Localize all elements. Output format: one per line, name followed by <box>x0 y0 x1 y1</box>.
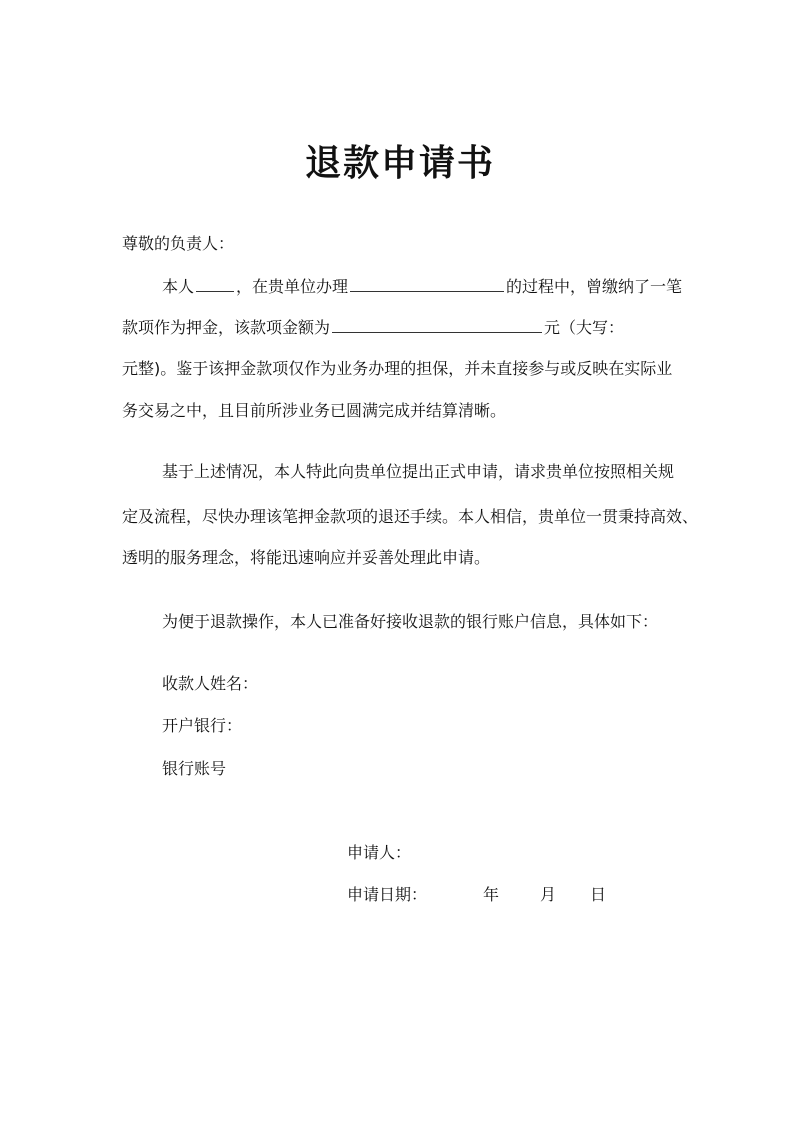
paragraph1-line1 <box>162 275 682 298</box>
paragraph1-line4: 务交易之中，且目前所涉业务已圆满完成并结算清晰。 <box>122 401 507 420</box>
paragraph2-line3: 透明的服务理念，将能迅速响应并妥善处理此申请。 <box>122 548 491 567</box>
p1-text-c: 的过程中，曾缴纳了一笔 <box>506 277 683 296</box>
business-blank <box>350 275 504 292</box>
applicant-label: 申请人： <box>347 843 412 862</box>
p1-text-b: ，在贵单位办理 <box>236 277 349 296</box>
document-title: 退款申请书 <box>304 143 495 184</box>
paragraph1-line3: 元整)。鉴于该押金款项仅作为业务办理的担保，并未直接参与或反映在实际业 <box>122 359 673 378</box>
paragraph3: 为便于退款操作，本人已准备好接收退款的银行账户信息，具体如下： <box>162 612 659 631</box>
application-date-label: 申请日期： <box>347 885 428 904</box>
p1-text-d: 款项作为押金，该款项金额为 <box>122 318 331 337</box>
account-number-label: 银行账号 <box>162 759 227 778</box>
day-label: 日 <box>590 885 607 904</box>
bank-name-label: 开户银行： <box>162 716 243 735</box>
name-blank <box>196 275 234 292</box>
p1-text-a: 本人 <box>162 277 195 296</box>
p1-text-e: 元（大写： <box>544 318 625 337</box>
year-label: 年 <box>483 885 500 904</box>
month-label: 月 <box>540 885 557 904</box>
payee-name-label: 收款人姓名： <box>162 674 259 693</box>
paragraph1-line2 <box>122 316 624 339</box>
paragraph2-line2: 定及流程，尽快办理该笔押金款项的退还手续。本人相信，贵单位一贯秉持高效、 <box>122 507 699 526</box>
paragraph2-line1: 基于上述情况，本人特此向贵单位提出正式申请，请求贵单位按照相关规 <box>162 462 675 481</box>
amount-blank <box>332 316 542 333</box>
salutation: 尊敬的负责人： <box>122 234 235 253</box>
